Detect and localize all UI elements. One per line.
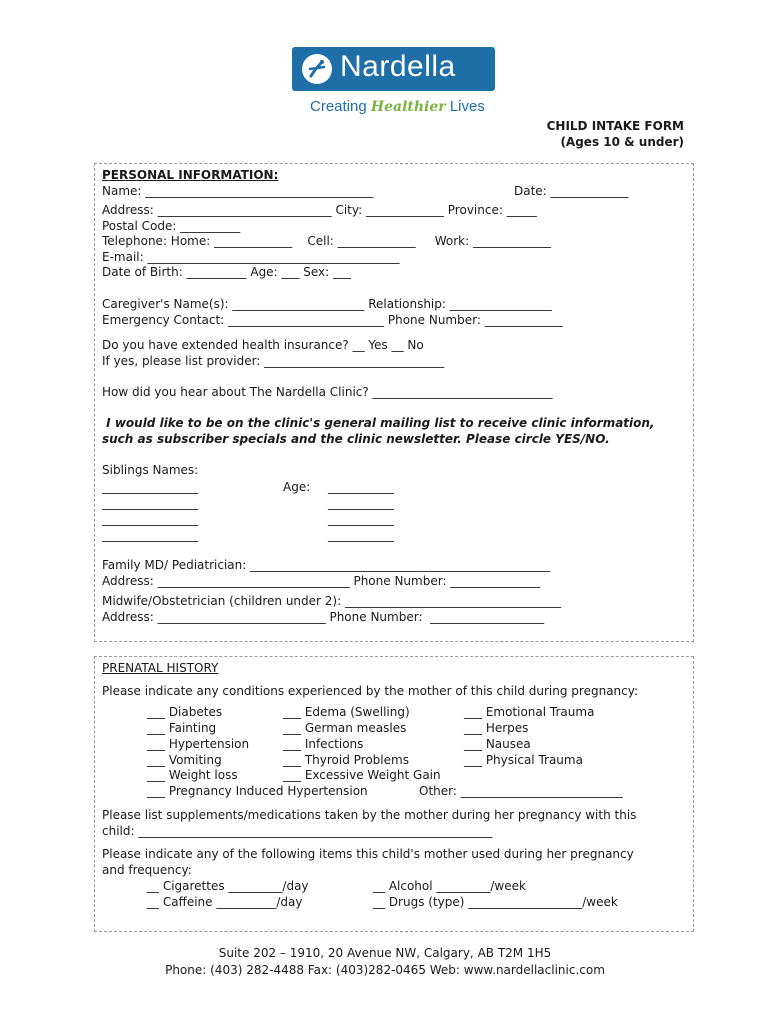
telephone-row[interactable]: Telephone: Home: _____________ Cell: _____________ Work: _____________	[102, 234, 551, 248]
condition-checkbox[interactable]: ___ Nausea	[464, 737, 531, 751]
logo-wordmark: Nardella	[340, 50, 456, 83]
supplements-field[interactable]: child: ___________________________________________________________	[102, 824, 493, 838]
alcohol-field[interactable]: __ Alcohol _________/week	[373, 879, 526, 893]
logo-figure-icon	[302, 54, 332, 84]
sibling-age-field[interactable]: ___________	[328, 480, 394, 494]
supplements-text: Please list supplements/medications taken by the mother during her pregnancy with this	[102, 808, 637, 822]
sibling-name-field[interactable]: ________________	[102, 528, 198, 542]
emergency-contact-row[interactable]: Emergency Contact: __________________________ Phone Number: _____________	[102, 313, 563, 327]
insurance-provider-field[interactable]: If yes, please list provider: ______________________________	[102, 354, 445, 368]
sibling-age-field[interactable]: ___________	[328, 512, 394, 526]
prenatal-heading: PRENATAL HISTORY	[102, 661, 219, 675]
midwife-field[interactable]: Midwife/Obstetrician (children under 2): ____________________________________	[102, 594, 561, 608]
items-text: Please indicate any of the following items this child's mother used during her pregnancy	[102, 847, 634, 861]
personal-heading: PERSONAL INFORMATION:	[102, 168, 279, 182]
form-title: CHILD INTAKE FORM	[546, 119, 684, 133]
condition-checkbox[interactable]: ___ Physical Trauma	[464, 753, 583, 767]
caregiver-row[interactable]: Caregiver's Name(s): ______________________ Relationship: _________________	[102, 297, 552, 311]
form-subtitle: (Ages 10 & under)	[560, 135, 684, 149]
date-field[interactable]: Date: _____________	[514, 184, 629, 198]
insurance-question[interactable]: Do you have extended health insurance? __ Yes __ No	[102, 338, 424, 352]
condition-checkbox[interactable]: ___ Thyroid Problems	[283, 753, 409, 767]
sibling-age-field[interactable]: ___________	[328, 528, 394, 542]
sibling-name-field[interactable]: ________________	[102, 512, 198, 526]
address-row[interactable]: Address: _____________________________ City: _____________ Province: _____	[102, 203, 537, 217]
caffeine-field[interactable]: __ Caffeine __________/day	[147, 895, 303, 909]
sibling-name-field[interactable]: ________________	[102, 496, 198, 510]
condition-checkbox[interactable]: ___ Infections	[283, 737, 364, 751]
condition-checkbox[interactable]: ___ Pregnancy Induced Hypertension	[147, 784, 368, 798]
sibling-age-field[interactable]: ___________	[328, 496, 394, 510]
sibling-age-label: Age:	[283, 480, 311, 494]
nardella-logo	[292, 47, 495, 91]
cigarettes-field[interactable]: __ Cigarettes _________/day	[147, 879, 309, 893]
referral-source-field[interactable]: How did you hear about The Nardella Clinic? ______________________________	[102, 385, 553, 399]
md-address-row[interactable]: Address: ________________________________ Phone Number: _______________	[102, 574, 541, 588]
condition-checkbox[interactable]: ___ Herpes	[464, 721, 529, 735]
dob-row[interactable]: Date of Birth: __________ Age: ___ Sex: ___	[102, 265, 351, 279]
condition-checkbox[interactable]: ___ Vomiting	[147, 753, 222, 767]
items-text-2: and frequency:	[102, 863, 192, 877]
mailing-list-text-1: I would like to be on the clinic's general mailing list to receive clinic information,	[102, 416, 655, 430]
condition-checkbox[interactable]: ___ German measles	[283, 721, 407, 735]
mailing-list-text-2: such as subscriber specials and the clinic newsletter. Please circle YES/NO.	[102, 432, 610, 446]
condition-checkbox[interactable]: ___ Hypertension	[147, 737, 250, 751]
condition-checkbox[interactable]: ___ Emotional Trauma	[464, 705, 595, 719]
condition-checkbox[interactable]: ___ Weight loss	[147, 768, 238, 782]
condition-checkbox[interactable]: ___ Edema (Swelling)	[283, 705, 410, 719]
footer-contact: Phone: (403) 282-4488 Fax: (403)282-0465 Web: www.nardellaclinic.com	[165, 963, 605, 977]
other-condition-field[interactable]: Other: ___________________________	[419, 784, 623, 798]
logo-tagline: Creating Healthier Lives	[310, 98, 485, 115]
prenatal-intro: Please indicate any conditions experienced by the mother of this child during pregnancy:	[102, 684, 639, 698]
condition-checkbox[interactable]: ___ Fainting	[147, 721, 217, 735]
name-field[interactable]: Name: ______________________________________	[102, 184, 374, 198]
condition-checkbox[interactable]: ___ Diabetes	[147, 705, 223, 719]
condition-checkbox[interactable]: ___ Excessive Weight Gain	[283, 768, 441, 782]
postal-code-field[interactable]: Postal Code: __________	[102, 219, 241, 233]
footer-address: Suite 202 – 1910, 20 Avenue NW, Calgary, AB T2M 1H5	[218, 946, 552, 960]
family-md-field[interactable]: Family MD/ Pediatrician: __________________________________________________	[102, 558, 551, 572]
siblings-label: Siblings Names:	[102, 463, 199, 477]
email-field[interactable]: E-mail: __________________________________________	[102, 250, 400, 264]
midwife-address-row[interactable]: Address: ____________________________ Phone Number: ___________________	[102, 610, 545, 624]
drugs-field[interactable]: __ Drugs (type) ___________________/week	[373, 895, 618, 909]
sibling-name-field[interactable]: ________________	[102, 480, 198, 494]
